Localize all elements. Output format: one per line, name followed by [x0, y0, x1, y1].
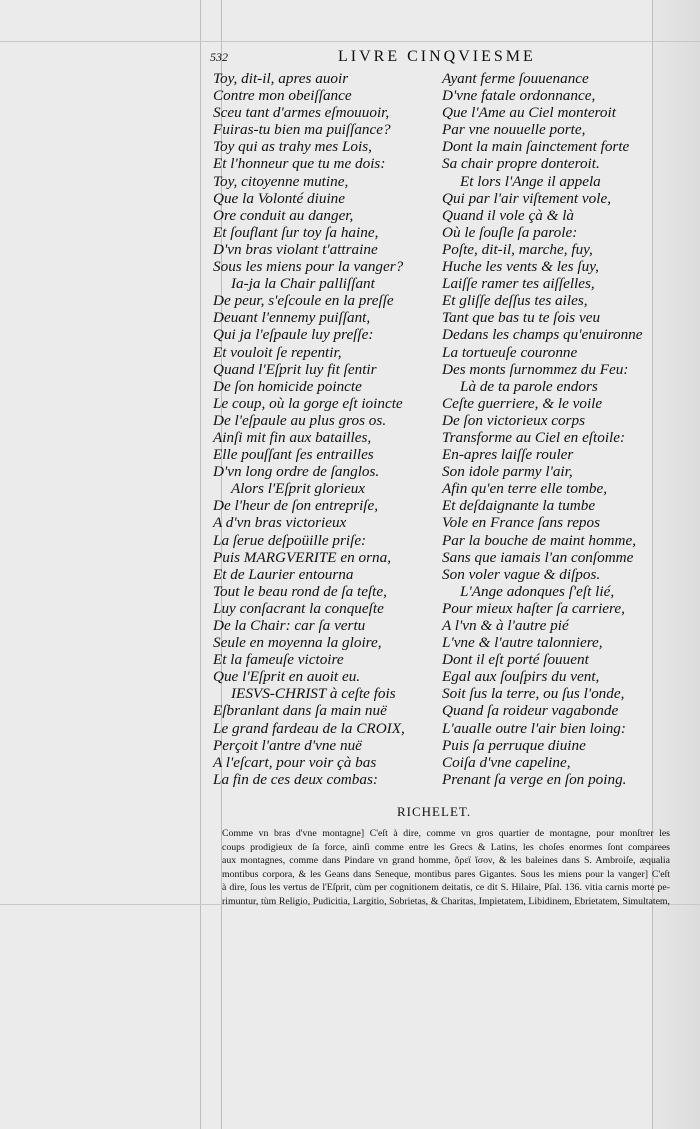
poem-line: Qui par l'air viſtement vole,	[442, 189, 612, 207]
top-frame-rule	[0, 41, 700, 42]
poem-line: Fuiras-tu bien ma puiſſance?	[213, 121, 391, 139]
poem-line: Que l'Eſprit en auoit eu.	[213, 668, 361, 686]
poem-line: Ayant ferme ſouuenance	[442, 70, 589, 87]
poem-line: Des monts ſurnommez du Feu:	[442, 360, 629, 378]
poem-line: Transforme au Ciel en eſtoile:	[442, 428, 626, 446]
poem-line: Alors l'Eſprit glorieux	[231, 480, 366, 498]
poem-line: Son idole parmy l'air,	[442, 463, 573, 481]
poem-line: Quand il vole çà & là	[442, 206, 575, 224]
poem-line: Vole en France ſans repos	[442, 514, 601, 532]
poem-line: La tortueuſe couronne	[442, 343, 578, 361]
poem-line: Ia-ja la Chair palliſſant	[231, 275, 375, 293]
poem-line: Quand ſa roideur vagabonde	[442, 702, 619, 720]
poem-line: Poſte, dit-il, marche, fuy,	[442, 240, 593, 258]
poem-line: D'vn long ordre de ſanglos.	[213, 463, 380, 481]
poem-line: Tant que bas tu te ſois veu	[442, 309, 601, 327]
poem-line: Par vne nouuelle porte,	[442, 121, 586, 139]
page-number: 532	[210, 50, 228, 64]
poem-line: De l'eſpaule au plus gros os.	[213, 411, 387, 429]
poem-line: D'vn bras violant t'attraine	[213, 240, 378, 258]
poem-left-column	[213, 70, 431, 788]
poem-line: A l'vn & à l'autre pié	[442, 617, 569, 634]
poem-line: Huche les vents & les ſuy,	[442, 258, 599, 276]
poem-line: Ainſi mit fin aux batailles,	[213, 428, 372, 446]
poem-line: D'vne fatale ordonnance,	[442, 87, 596, 105]
poem-line: Et deſdaignante la tumbe	[442, 497, 596, 515]
page-header	[210, 48, 660, 70]
poem-line: L'vne & l'autre talonniere,	[442, 634, 603, 652]
poem-line: A d'vn bras victorieux	[213, 514, 347, 532]
poem-line: Tout le beau rond de ſa teſte,	[213, 582, 387, 600]
poem-line: A l'eſcart, pour voir çà bas	[213, 753, 377, 771]
poem-line: Deuant l'ennemy puiſſant,	[213, 309, 371, 327]
poem-line: Elle pouſſant ſes entrailles	[213, 446, 374, 464]
poem-line: Et lors l'Ange il appela	[460, 172, 601, 190]
poem-line: IESVS-CHRIST à ceſte fois	[231, 685, 396, 703]
poem-line: L'aualle outre l'air bien loing:	[442, 719, 626, 737]
poem-line: Coiſa d'vne capeline,	[442, 753, 571, 771]
poem-line: Quand l'Eſprit luy fit ſentir	[213, 360, 377, 378]
page-edge-shade	[652, 0, 700, 1129]
poem-line: Ore conduit au danger,	[213, 206, 354, 224]
poem-line: Seule en moyenna la gloire,	[213, 634, 382, 652]
poem-line: De ſon victorieux corps	[442, 411, 585, 429]
poem-line: Dont la main ſainctement forte	[442, 138, 630, 156]
poem-line: La fin de ces deux combas:	[213, 770, 378, 788]
poem-line: Laiſſe ramer tes aiſſelles,	[442, 275, 595, 293]
poem-line: Dedans les champs qu'enuironne	[442, 326, 643, 344]
poem-line: Et ſouflant ſur toy ſa haine,	[213, 223, 379, 241]
poem-line: Afin qu'en terre elle tombe,	[442, 480, 608, 498]
poem-line: Sans que iamais l'an conſomme	[442, 548, 634, 566]
poem-line: Toy, dit-il, apres auoir	[213, 70, 349, 87]
poem-line: Eſbranlant dans ſa main nuë	[213, 702, 387, 720]
commentary-line: aux montagnes, comme dans Pindare vn grand homme, ὄρεϊ ἴσον, & les baleines dans S. Ambroiſe, æqualia	[222, 855, 670, 866]
poem-line: Sous les miens pour la vanger?	[213, 258, 404, 276]
commentary-line: montibus corpora, & les Geans dans Seneque, montibus pares Gigantes. Sous les miens pour la vanger] C'eſt	[222, 868, 670, 880]
commentary-text	[222, 827, 670, 908]
poem-line: Et gliſſe deſſus tes ailes,	[442, 292, 588, 310]
poem-line: Ceſte guerriere, & le voile	[442, 394, 603, 412]
poem-line: La ſerue deſpoüille priſe:	[213, 531, 367, 549]
poem-line: De la Chair: car ſa vertu	[213, 617, 366, 634]
commentary-line: rimuntur, tùm Religio, Pudicitia, Largitio, Sobrietas, & Charitas, Impietatem, Libidinem, Ebrietatem, Simultatem,	[222, 895, 670, 907]
poem-line: Toy, citoyenne mutine,	[213, 172, 349, 190]
poem-line: Et vouloit ſe repentir,	[213, 343, 342, 361]
left-frame-rule	[200, 0, 201, 1129]
poem-line: Sa chair propre donteroit.	[442, 155, 600, 173]
poem-line: Luy conſacrant la conqueſte	[213, 599, 384, 617]
poem-line: Où le ſouſle ſa parole:	[442, 223, 578, 241]
poem-line: De l'heur de ſon entrepriſe,	[213, 497, 379, 515]
poem-line: Le coup, où la gorge eſt ioincte	[213, 394, 403, 412]
commentary-line: à dire, ſous les vertus de l'Eſprit, cùm per cognitionem deitatis, ce dit S. Hilaire, Pſal. 136. vitia carnis morte pe-	[222, 882, 670, 893]
poem-line: L'Ange adonques ſ'eſt lié,	[460, 582, 615, 600]
poem-line: Que la Volonté diuine	[213, 189, 346, 207]
poem-line: Et l'honneur que tu me dois:	[213, 155, 386, 173]
poem-line: Que l'Ame au Ciel monteroit	[442, 104, 616, 122]
poem-line: Toy qui as trahy mes Lois,	[213, 138, 372, 156]
poem-line: Et de Laurier entourna	[213, 565, 354, 583]
commentary-line: coups prodigieux de ſa force, ainſi comme entre les Grecs & Latins, les choſes enormes ſont comparees	[222, 841, 670, 853]
poem-line: Perçoit l'antre d'vne nuë	[213, 736, 362, 754]
poem-line: De peur, s'eſcoule en la preſſe	[213, 292, 394, 310]
poem-line: Sceu tant d'armes eſmouuoir,	[213, 104, 390, 122]
poem-line: Pour mieux haſter ſa carriere,	[442, 599, 625, 617]
poem-line: Prenant ſa verge en ſon poing.	[442, 770, 627, 788]
running-head: LIVRE CINQVIESME	[338, 48, 536, 65]
poem-line: Egal aux ſouſpirs du vent,	[442, 668, 600, 686]
poem-line: De ſon homicide poincte	[213, 377, 362, 395]
poem-line: Par la bouche de maint homme,	[442, 531, 637, 549]
commentary-line: Comme vn bras d'vne montagne] C'eſt à dire, comme vn gros quartier de montagne, pour monſtrer les	[222, 828, 670, 839]
poem-line: Puis ſa perruque diuine	[442, 736, 586, 754]
poem-line: Soit ſus la terre, ou ſus l'onde,	[442, 685, 625, 703]
poem-line: Qui ja l'eſpaule luy preſſe:	[213, 326, 374, 344]
poem-line: Contre mon obeiſſance	[213, 87, 352, 105]
commentary-title: RICHELET.	[397, 804, 472, 819]
poem-line: En-apres laiſſe rouler	[442, 446, 574, 464]
poem-right-column	[442, 70, 654, 788]
poem-line: Là de ta parole endors	[460, 377, 598, 395]
poem-line: Et la fameuſe victoire	[213, 651, 344, 669]
poem-line: Puis MARGVERITE en orna,	[213, 548, 392, 566]
poem-line: Dont il eſt porté ſouuent	[442, 651, 589, 669]
poem-line: Le grand fardeau de la CROIX,	[213, 719, 405, 737]
poem-line: Son voler vague & diſpos.	[442, 565, 601, 583]
